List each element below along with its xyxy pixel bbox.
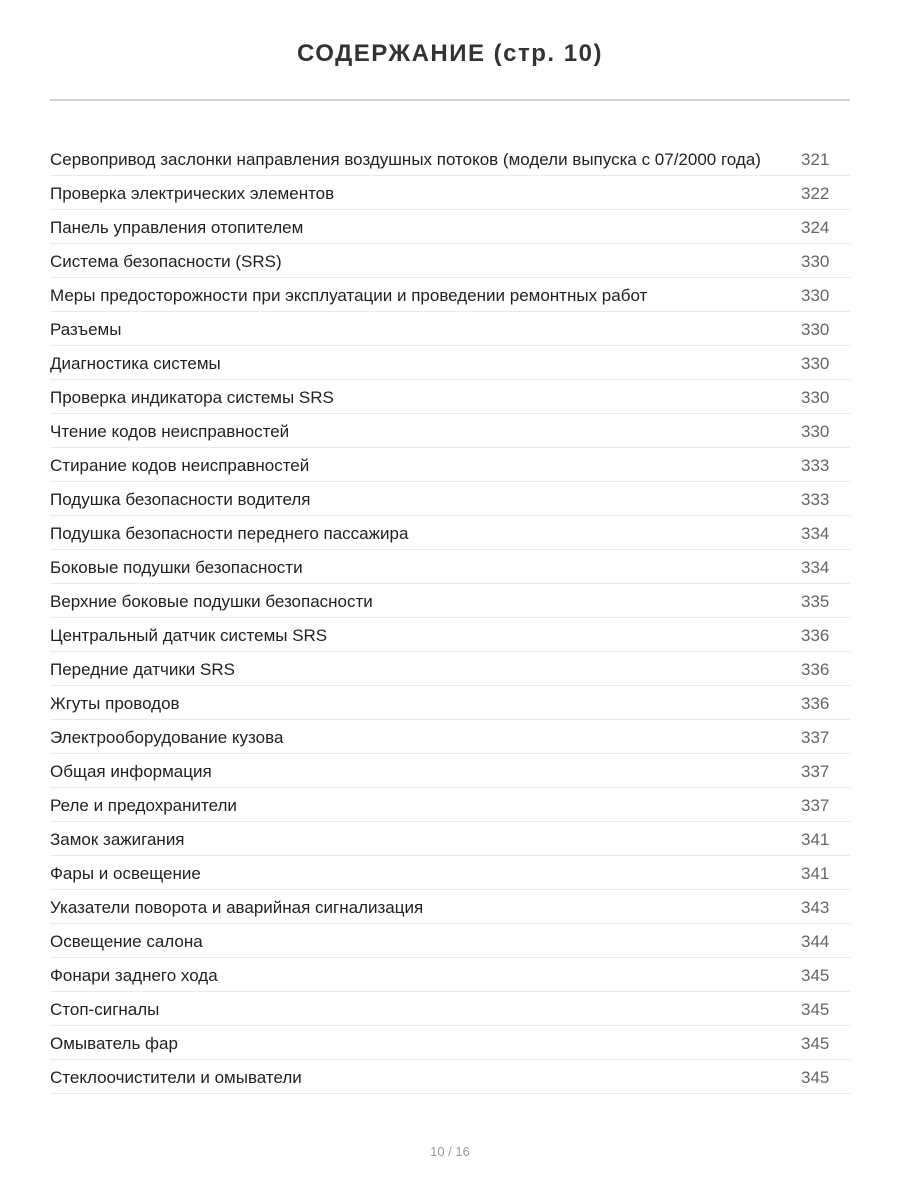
toc-entry-title: Проверка электрических элементов bbox=[50, 184, 335, 203]
toc-entry-page: 336 bbox=[801, 626, 830, 645]
toc-entry-page: 345 bbox=[801, 1034, 830, 1053]
toc-entry[interactable] bbox=[50, 1026, 850, 1060]
toc-entry-title: Меры предосторожности при эксплуатации и проведении ремонтных работ bbox=[50, 286, 648, 305]
toc-entry[interactable] bbox=[50, 448, 850, 482]
toc-entry[interactable] bbox=[50, 754, 850, 788]
toc-entry-page: 343 bbox=[801, 898, 830, 917]
toc-entry-title: Электрооборудование кузова bbox=[50, 728, 284, 747]
toc-entry-page: 344 bbox=[801, 932, 830, 951]
toc-entry[interactable] bbox=[50, 992, 850, 1026]
toc-entry-page: 341 bbox=[801, 830, 830, 849]
toc-entry-page: 330 bbox=[801, 286, 830, 305]
toc-entry-title: Система безопасности (SRS) bbox=[50, 252, 282, 271]
toc-entry-page: 330 bbox=[801, 388, 830, 407]
toc-entry[interactable] bbox=[50, 516, 850, 550]
toc-entry[interactable] bbox=[50, 126, 850, 176]
toc-entry[interactable] bbox=[50, 312, 850, 346]
toc-entry-title: Стоп-сигналы bbox=[50, 1000, 160, 1019]
toc-entry-page: 337 bbox=[801, 796, 830, 815]
toc-entry-page: 337 bbox=[801, 728, 830, 747]
toc-entry-title: Фары и освещение bbox=[50, 864, 201, 883]
toc-entry-title: Стеклоочистители и омыватели bbox=[50, 1068, 302, 1087]
toc-entry-title: Верхние боковые подушки безопасности bbox=[50, 592, 373, 611]
toc-entry[interactable] bbox=[50, 380, 850, 414]
toc-entry-title: Диагностика системы bbox=[50, 354, 221, 373]
toc-entry[interactable] bbox=[50, 924, 850, 958]
toc-entry-page: 330 bbox=[801, 422, 830, 441]
toc-entry-title: Передние датчики SRS bbox=[50, 660, 235, 679]
toc-entry[interactable] bbox=[50, 278, 850, 312]
toc-entry-title: Замок зажигания bbox=[50, 830, 185, 849]
toc-entry-page: 334 bbox=[801, 558, 830, 577]
page-title: СОДЕРЖАНИЕ (стр. 10) bbox=[297, 40, 603, 67]
toc-entry-page: 337 bbox=[801, 762, 830, 781]
toc-entry-title: Подушка безопасности переднего пассажира bbox=[50, 524, 409, 543]
toc-entry-title: Сервопривод заслонки направления воздушных потоков (модели выпуска с 07/2000 года) bbox=[50, 150, 761, 169]
toc-entry-title: Фонари заднего хода bbox=[50, 966, 218, 985]
page-indicator: 10 / 16 bbox=[430, 1144, 470, 1159]
toc-entry[interactable] bbox=[50, 584, 850, 618]
toc-entry-page: 341 bbox=[801, 864, 830, 883]
toc-entry-page: 330 bbox=[801, 354, 830, 373]
toc-entry[interactable] bbox=[50, 856, 850, 890]
toc-entry-title: Указатели поворота и аварийная сигнализация bbox=[50, 898, 424, 917]
toc-entry-title: Чтение кодов неисправностей bbox=[50, 422, 290, 441]
toc-entry[interactable] bbox=[50, 652, 850, 686]
toc-entry-title: Реле и предохранители bbox=[50, 796, 237, 815]
toc-entry-title: Проверка индикатора системы SRS bbox=[50, 388, 334, 407]
toc-entry-page: 335 bbox=[801, 592, 830, 611]
toc-entry-page: 322 bbox=[801, 184, 830, 203]
toc-entry[interactable] bbox=[50, 686, 850, 720]
toc-entry-page: 333 bbox=[801, 456, 830, 475]
toc-entry-title: Разъемы bbox=[50, 320, 122, 339]
toc-entry-title: Подушка безопасности водителя bbox=[50, 490, 311, 509]
toc-entry[interactable] bbox=[50, 1060, 850, 1094]
toc-entry-page: 330 bbox=[801, 320, 830, 339]
toc-entry[interactable] bbox=[50, 550, 850, 584]
toc-entry-page: 345 bbox=[801, 966, 830, 985]
toc-entry-page: 336 bbox=[801, 694, 830, 713]
toc-entry-page: 324 bbox=[801, 218, 830, 237]
toc-entry[interactable] bbox=[50, 414, 850, 448]
toc-entry[interactable] bbox=[50, 176, 850, 210]
toc-entry[interactable] bbox=[50, 618, 850, 652]
toc-entry[interactable] bbox=[50, 244, 850, 278]
toc-entry-page: 334 bbox=[801, 524, 830, 543]
toc-entry-page: 330 bbox=[801, 252, 830, 271]
toc-entry-title: Освещение салона bbox=[50, 932, 203, 951]
toc-entry-page: 333 bbox=[801, 490, 830, 509]
toc-entry-title: Центральный датчик системы SRS bbox=[50, 626, 328, 645]
toc-entry-page: 345 bbox=[801, 1000, 830, 1019]
toc-entry-title: Стирание кодов неисправностей bbox=[50, 456, 310, 475]
toc-list bbox=[50, 126, 850, 1094]
toc-entry[interactable] bbox=[50, 788, 850, 822]
toc-entry[interactable] bbox=[50, 822, 850, 856]
toc-entry-title: Панель управления отопителем bbox=[50, 218, 304, 237]
toc-entry[interactable] bbox=[50, 482, 850, 516]
toc-entry[interactable] bbox=[50, 210, 850, 244]
toc-entry[interactable] bbox=[50, 346, 850, 380]
toc-entry-title: Жгуты проводов bbox=[50, 694, 180, 713]
toc-entry[interactable] bbox=[50, 720, 850, 754]
toc-entry-page: 336 bbox=[801, 660, 830, 679]
toc-entry-title: Боковые подушки безопасности bbox=[50, 558, 303, 577]
toc-entry-page: 321 bbox=[801, 150, 830, 169]
toc-entry-page: 345 bbox=[801, 1068, 830, 1087]
toc-entry[interactable] bbox=[50, 890, 850, 924]
toc-entry[interactable] bbox=[50, 958, 850, 992]
title-divider bbox=[50, 99, 850, 101]
toc-entry-title: Общая информация bbox=[50, 762, 212, 781]
toc-entry-title: Омыватель фар bbox=[50, 1034, 178, 1053]
